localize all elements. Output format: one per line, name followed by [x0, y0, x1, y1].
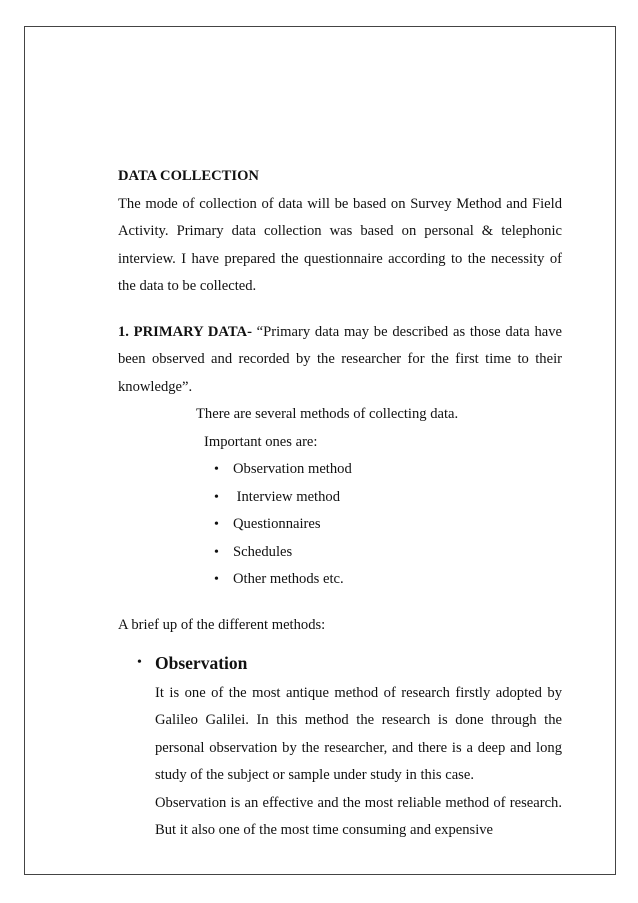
list-item	[213, 456, 562, 484]
spacer	[118, 594, 562, 612]
observation-paragraph-2: Observation is an effective and the most reliable method of research. But it also one of the most time consuming and expensive	[155, 794, 562, 838]
document-body	[118, 163, 562, 845]
method-label: Schedules	[233, 543, 293, 560]
important-ones-line: Important ones are:	[204, 433, 318, 450]
bullet-icon: •	[214, 462, 219, 477]
bullet-icon: •	[214, 517, 219, 532]
observation-title: Observation	[155, 653, 248, 673]
bullet-icon: •	[214, 572, 219, 587]
method-label: Other methods etc.	[233, 571, 344, 587]
spacer	[118, 301, 562, 319]
method-label: Observation method	[233, 461, 352, 477]
list-item	[213, 484, 562, 512]
methods-list	[118, 456, 562, 594]
list-item	[213, 539, 562, 567]
bullet-icon: •	[137, 655, 142, 670]
several-methods-line: There are several methods of collecting data.	[196, 406, 459, 422]
list-item	[213, 566, 562, 594]
bullet-icon: •	[214, 544, 219, 560]
observation-item	[118, 649, 562, 680]
brief-intro-line: A brief up of the different methods:	[118, 616, 326, 633]
method-label: Interview method	[233, 488, 340, 505]
list-item	[213, 511, 562, 539]
primary-data-lead: 1. PRIMARY DATA-	[118, 323, 252, 340]
intro-paragraph: The mode of collection of data will be based on Survey Method and Field Activity. Primary data collection was based on personal & telephonic interview. I have prepared the questionnaire according to the necessity of the data to be collected.	[118, 195, 562, 294]
section-heading: DATA COLLECTION	[118, 168, 259, 184]
bullet-icon: •	[214, 489, 219, 505]
observation-paragraph-1: It is one of the most antique method of research firstly adopted by Galileo Galilei. In this method the research is done through the personal observation by the researcher, and there is a deep and long study of the subject or sample under study in this case.	[155, 684, 562, 783]
primary-data-text: “Primary data may be described as those data have been observed and recorded by the researcher for the first time to their knowledge”.	[118, 323, 562, 395]
method-label: Questionnaires	[233, 516, 321, 532]
primary-data-paragraph	[118, 319, 562, 402]
